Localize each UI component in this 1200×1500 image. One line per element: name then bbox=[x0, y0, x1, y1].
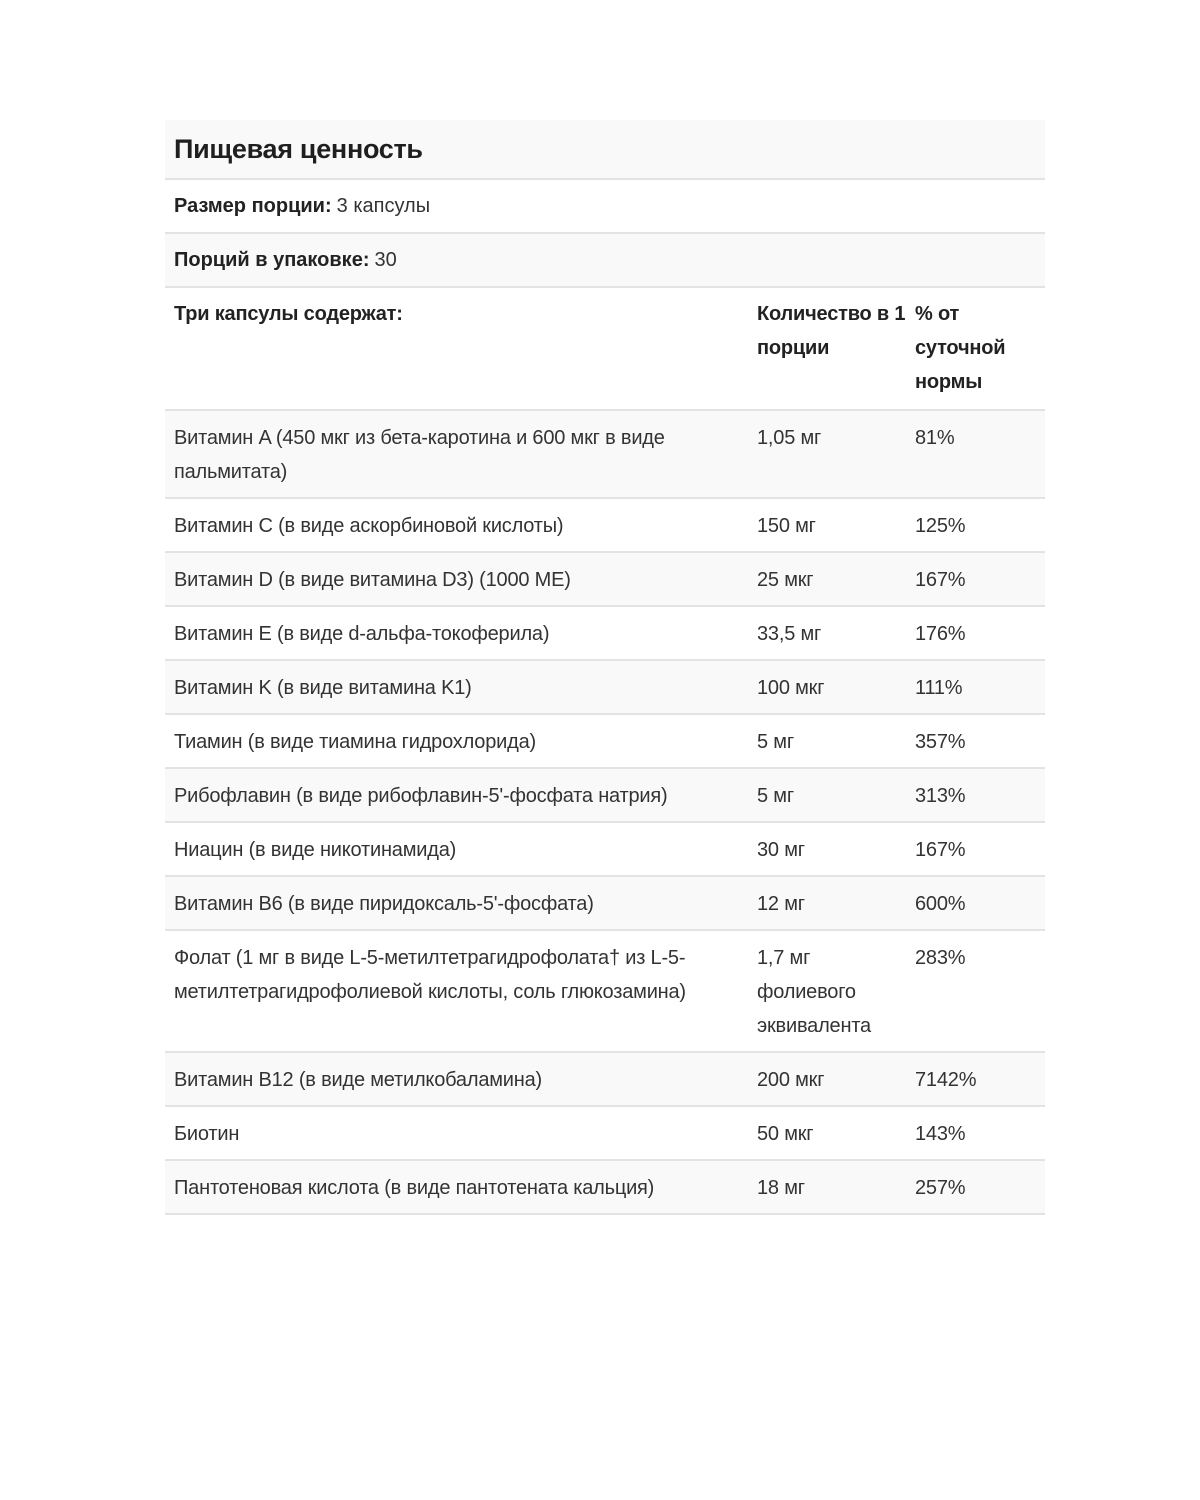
nutrient-name: Ниацин (в виде никотинамида) bbox=[165, 822, 757, 876]
table-row bbox=[165, 552, 1045, 606]
servings-per-container-value: 30 bbox=[374, 248, 397, 271]
nutrient-amount: 1,7 мг фолиевого эквивалента bbox=[757, 930, 915, 1052]
title-row bbox=[165, 120, 1045, 180]
nutrient-amount: 1,05 мг bbox=[757, 410, 915, 498]
nutrient-amount: 200 мкг bbox=[757, 1052, 915, 1106]
table-row bbox=[165, 498, 1045, 552]
servings-per-container-row bbox=[165, 234, 1045, 288]
nutrient-daily-value: 7142% bbox=[915, 1052, 1045, 1106]
table-row bbox=[165, 660, 1045, 714]
panel-title: Пищевая ценность bbox=[174, 133, 423, 164]
nutrient-name: Витамин E (в виде d-альфа-токоферила) bbox=[165, 606, 757, 660]
table-row bbox=[165, 410, 1045, 498]
table-row bbox=[165, 606, 1045, 660]
nutrient-name: Рибофлавин (в виде рибофлавин-5'-фосфата натрия) bbox=[165, 768, 757, 822]
nutrient-name: Фолат (1 мг в виде L-5-метилтетрагидрофолата† из L-5-метилтетрагидрофолиевой кислоты, соль глюкозамина) bbox=[165, 930, 757, 1052]
nutrients-table bbox=[165, 288, 1045, 1215]
nutrient-amount: 30 мг bbox=[757, 822, 915, 876]
serving-size-row bbox=[165, 180, 1045, 234]
nutrient-name: Биотин bbox=[165, 1106, 757, 1160]
nutrient-amount: 25 мкг bbox=[757, 552, 915, 606]
nutrient-daily-value: 143% bbox=[915, 1106, 1045, 1160]
nutrient-amount: 150 мг bbox=[757, 498, 915, 552]
nutrient-name: Пантотеновая кислота (в виде пантотената кальция) bbox=[165, 1160, 757, 1214]
header-amount: Количество в 1 порции bbox=[757, 288, 915, 410]
nutrient-daily-value: 176% bbox=[915, 606, 1045, 660]
header-ingredient: Три капсулы содержат: bbox=[165, 288, 757, 410]
table-row bbox=[165, 822, 1045, 876]
table-row bbox=[165, 1106, 1045, 1160]
nutrient-amount: 50 мкг bbox=[757, 1106, 915, 1160]
nutrient-amount: 5 мг bbox=[757, 714, 915, 768]
nutrient-daily-value: 313% bbox=[915, 768, 1045, 822]
table-row bbox=[165, 1052, 1045, 1106]
nutrient-amount: 5 мг bbox=[757, 768, 915, 822]
table-row bbox=[165, 876, 1045, 930]
header-daily-value: % от суточной нормы bbox=[915, 288, 1045, 410]
nutrition-facts-panel bbox=[165, 120, 1045, 1215]
nutrient-daily-value: 283% bbox=[915, 930, 1045, 1052]
table-row bbox=[165, 1160, 1045, 1214]
nutrient-daily-value: 167% bbox=[915, 552, 1045, 606]
table-header-row bbox=[165, 288, 1045, 410]
nutrient-amount: 100 мкг bbox=[757, 660, 915, 714]
table-row bbox=[165, 714, 1045, 768]
serving-size-label: Размер порции: bbox=[174, 194, 332, 217]
nutrient-name: Витамин K (в виде витамина K1) bbox=[165, 660, 757, 714]
nutrient-daily-value: 257% bbox=[915, 1160, 1045, 1214]
nutrient-amount: 18 мг bbox=[757, 1160, 915, 1214]
nutrient-name: Витамин A (450 мкг из бета-каротина и 600 мкг в виде пальмитата) bbox=[165, 410, 757, 498]
nutrient-name: Витамин C (в виде аскорбиновой кислоты) bbox=[165, 498, 757, 552]
nutrient-name: Витамин B12 (в виде метилкобаламина) bbox=[165, 1052, 757, 1106]
table-row bbox=[165, 768, 1045, 822]
nutrient-daily-value: 357% bbox=[915, 714, 1045, 768]
nutrient-amount: 12 мг bbox=[757, 876, 915, 930]
nutrient-daily-value: 81% bbox=[915, 410, 1045, 498]
nutrient-daily-value: 600% bbox=[915, 876, 1045, 930]
nutrient-amount: 33,5 мг bbox=[757, 606, 915, 660]
nutrient-daily-value: 167% bbox=[915, 822, 1045, 876]
nutrient-name: Витамин D (в виде витамина D3) (1000 МЕ) bbox=[165, 552, 757, 606]
nutrient-daily-value: 111% bbox=[915, 660, 1045, 714]
nutrient-name: Тиамин (в виде тиамина гидрохлорида) bbox=[165, 714, 757, 768]
nutrient-daily-value: 125% bbox=[915, 498, 1045, 552]
table-row bbox=[165, 930, 1045, 1052]
nutrient-name: Витамин B6 (в виде пиридоксаль-5'-фосфата) bbox=[165, 876, 757, 930]
serving-size-value: 3 капсулы bbox=[336, 194, 431, 217]
servings-per-container-label: Порций в упаковке: bbox=[174, 248, 370, 271]
